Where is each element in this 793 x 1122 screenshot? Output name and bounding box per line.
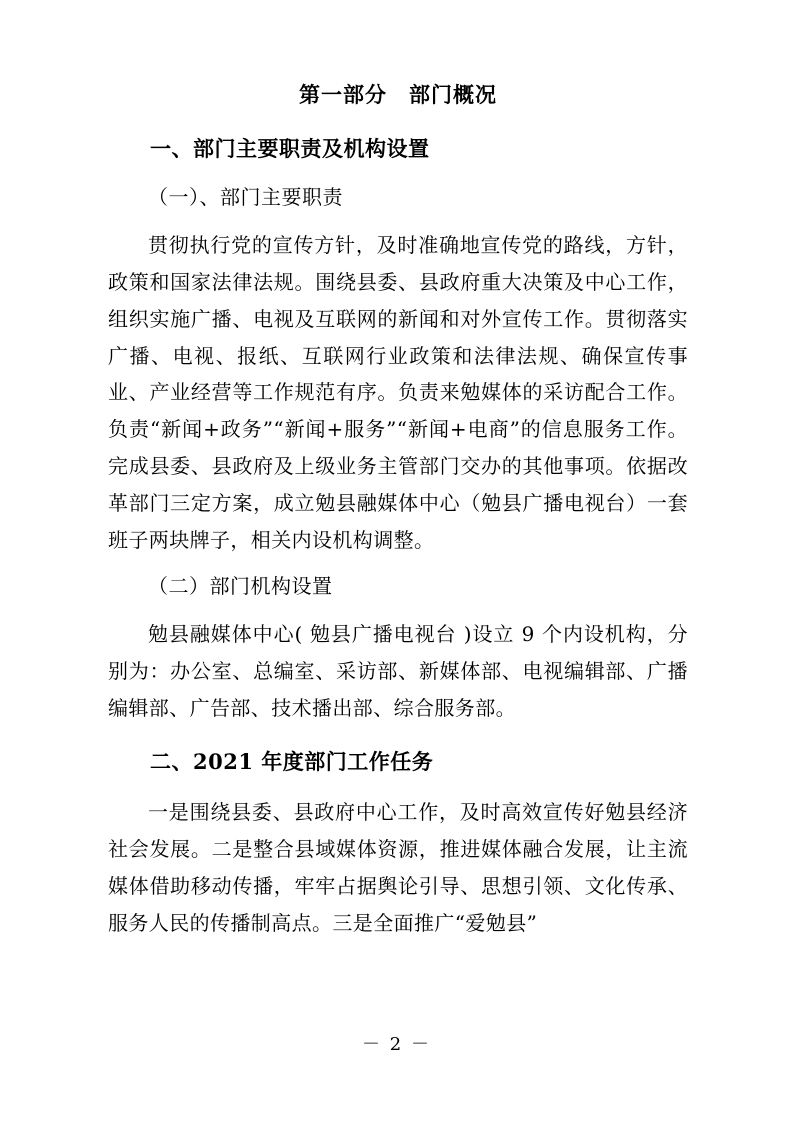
page-title: 第一部分 部门概况 [299,82,497,107]
spacer [108,729,688,745]
subsection-heading-2: （二）部门机构设置 [148,574,333,599]
spacer [108,560,688,570]
paragraph-duties: 贯彻执行党的宣传方针，及时准确地宣传党的路线，方针，政策和国家法律法规。围绕县委、县政府重大决策及中心工作，组织实施广播、电视及互联网的新闻和对外宣传工作。贯彻落实广播、电视、报纸、互联网行业政策和法律法规、确保宣传事业、产业经营等工作规范有序。负责来勉媒体的采访配合工作。负责“新闻+政务”“新闻+服务”“新闻+电商”的信息服务工作。完成县委、县政府及上级业务主管部门交办的其他事项。依据改革部门三定方案，成立勉县融媒体中心（勉县广播电视台）一套班子两块牌子，相关内设机构调整。 [108,233,688,552]
subsection-heading-1: （一）、部门主要职责 [148,185,343,210]
paragraph-work-tasks: 一是围绕县委、县政府中心工作，及时高效宣传好勉县经济社会发展。二是整合县域媒体资源，推进媒体融合发展，让主流媒体借助移动传播，牢牢占据舆论引导、思想引领、文化传承、服务人民的传播制高点。三是全面推广“爱勉县” [108,800,688,935]
section-heading-1: 一、部门主要职责及机构设置 [150,135,430,161]
document-body [108,78,688,944]
page-number-footer: － 2 － [362,1034,431,1055]
paragraph-org-structure: 勉县融媒体中心( 勉县广播电视台 )设立 9 个内设机构，分别为：办公室、总编室、采访部、新媒体部、电视编辑部、广播编辑部、广告部、技术播出部、综合服务部。 [108,622,688,720]
section-heading-2: 二、2021 年度部门工作任务 [150,748,434,774]
